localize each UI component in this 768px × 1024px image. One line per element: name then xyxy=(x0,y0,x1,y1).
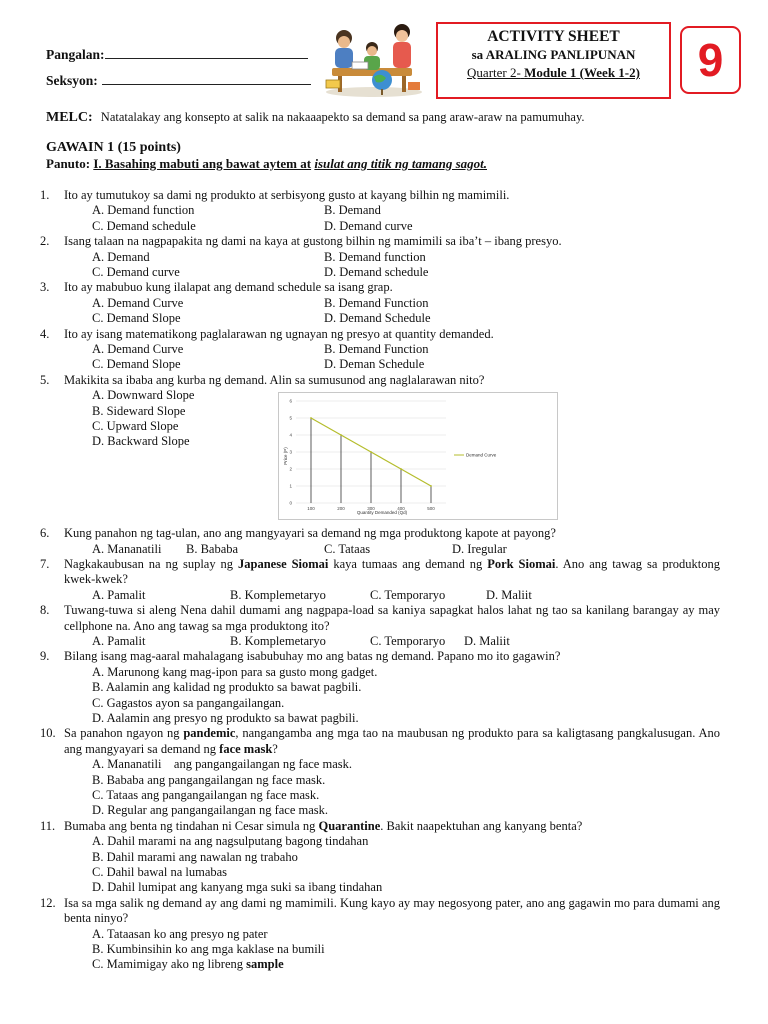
question-11 xyxy=(40,819,720,834)
x-tick-label: 200 xyxy=(337,506,345,512)
text-part: Sa panahon ngayon ng xyxy=(64,726,184,741)
option-b[interactable]: B. Sideward Slope xyxy=(92,403,186,418)
y-tick-label: 3 xyxy=(289,449,292,455)
bold-term: face mask xyxy=(219,741,273,756)
melc-text: Natatalakay ang konsepto at salik na nakaaapekto sa demand sa pang araw-araw na pamumuhay. xyxy=(100,110,585,124)
option-d[interactable]: D. Dahil lumipat ang kanyang mga suki sa ibang tindahan xyxy=(92,880,383,895)
name-label: Pangalan: xyxy=(46,47,105,62)
option-a[interactable]: A. Pamalit xyxy=(92,633,146,648)
question-text: Isang talaan na nagpapakita ng dami na kaya at gustong bilhin ng mamimili sa iba’t – ibang presyo. xyxy=(64,234,562,249)
options-row xyxy=(40,296,720,311)
x-tick-label: 100 xyxy=(307,506,315,512)
gawain-title: GAWAIN 1 (15 points) xyxy=(46,140,181,155)
option-d[interactable]: D. Maliit xyxy=(486,587,532,602)
option-a[interactable]: A. Mananatili ang pangangailangan ng face mask. xyxy=(92,757,352,772)
question-text: Ito ay tumutukoy sa dami ng produkto at serbisyong gusto at kayang bilhin ng mamimili. xyxy=(64,188,510,202)
question-number: 8. xyxy=(40,603,50,618)
name-field[interactable] xyxy=(46,46,308,63)
option-d[interactable]: D. Aalamin ang presyo ng produkto sa bawat pagbili. xyxy=(92,710,359,725)
option-c[interactable]: C. Demand schedule xyxy=(92,218,196,233)
options-row xyxy=(40,219,720,234)
activity-sheet-title: ACTIVITY SHEET xyxy=(487,28,620,45)
option-c[interactable]: C. Tataas ang pangangailangan ng face mask. xyxy=(92,788,320,803)
option-a[interactable]: A. Demand function xyxy=(92,203,195,218)
option-c[interactable]: C. Temporaryo xyxy=(370,587,446,602)
question-6 xyxy=(40,526,720,541)
options-row xyxy=(40,634,720,649)
question-text: Kung panahon ng tag-ulan, ano ang mangyayari sa demand ng mga produktong kapote at payong? xyxy=(64,526,556,541)
y-tick-label: 6 xyxy=(289,398,292,404)
question-number: 6. xyxy=(40,526,50,541)
data-point xyxy=(400,468,402,470)
option-d[interactable]: D. Backward Slope xyxy=(92,434,190,449)
question-number: 3. xyxy=(40,280,50,295)
option-c[interactable]: C. Gagastos ayon sa pangangailangan. xyxy=(92,695,285,710)
question-4 xyxy=(40,327,720,342)
chart-frame xyxy=(279,393,558,520)
question-text: Tuwang-tuwa si aleng Nena dahil dumami ang nagpapa-load sa kaniya sapagkat halos lahat ng tao sa kanilang barangay ay may cellphone na. Ano ang tawag sa mga produktong ito? xyxy=(64,603,720,633)
question-number: 4. xyxy=(40,326,50,341)
y-tick-label: 5 xyxy=(289,415,292,421)
option-a[interactable]: A. Demand Curve xyxy=(92,295,184,310)
y-tick-label: 2 xyxy=(289,466,292,472)
option-a[interactable]: A. Marunong kang mag-ipon para sa gusto mong gadget. xyxy=(92,664,378,679)
question-2 xyxy=(40,234,720,249)
option-c[interactable]: C. Upward Slope xyxy=(92,418,179,433)
text-part: Bumaba ang benta ng tindahan ni Cesar simula ng xyxy=(64,818,319,833)
text-part: kaya tumaas ang demand ng xyxy=(328,556,488,571)
option-b[interactable]: B. Dahil marami ang nawalan ng trabaho xyxy=(92,849,298,864)
question-5-body xyxy=(40,388,720,526)
question-text: Ito ay mabubuo kung ilalapat ang demand schedule sa isang grap. xyxy=(64,280,393,295)
option-a[interactable]: A. Pamalit xyxy=(92,587,146,602)
option-d[interactable]: D. Demand curve xyxy=(324,218,413,233)
quarter-module xyxy=(438,65,669,81)
quarter-label: Quarter 2- xyxy=(467,65,521,80)
module-label: Module 1 (Week 1-2) xyxy=(524,65,640,80)
question-10 xyxy=(40,726,720,757)
options-row xyxy=(40,203,720,218)
options-row xyxy=(40,250,720,265)
panuto-label: Panuto: xyxy=(46,156,91,171)
option-d[interactable]: D. Demand Schedule xyxy=(324,311,431,326)
bold-term: Quarantine xyxy=(318,818,381,833)
question-3 xyxy=(40,280,720,295)
option-c[interactable]: C. Demand Slope xyxy=(92,357,181,372)
question-number: 10. xyxy=(40,726,56,741)
question-number: 12. xyxy=(40,895,56,910)
x-axis-label: Quantity Demanded (Qd) xyxy=(356,510,408,516)
question-text xyxy=(64,557,720,588)
options-list xyxy=(40,927,720,973)
options-list xyxy=(40,834,720,896)
data-point xyxy=(430,485,432,487)
bold-term: Japanese Siomai xyxy=(238,556,329,571)
option-c[interactable]: C. Temporaryo xyxy=(370,633,446,648)
panuto-instruction: I. Basahing mabuti ang bawat aytem at xyxy=(93,156,312,171)
question-9 xyxy=(40,649,720,664)
demand-curve-chart xyxy=(278,392,558,520)
panuto-instruction-italic: isulat ang titik ng tamang sagot. xyxy=(314,156,487,171)
option-c[interactable] xyxy=(92,957,720,972)
bold-term: pandemic xyxy=(183,726,236,741)
panuto-line xyxy=(46,156,487,172)
subject-name: ARALING PANLIPUNAN xyxy=(485,47,636,62)
option-d[interactable]: D. Demand schedule xyxy=(324,264,429,279)
y-axis-label: Price (P) xyxy=(283,447,288,465)
students-illustration xyxy=(322,22,426,98)
question-text xyxy=(64,726,720,757)
question-1 xyxy=(40,188,720,203)
option-b[interactable]: B. Bababa xyxy=(186,541,239,556)
question-5 xyxy=(40,373,720,388)
section-field[interactable] xyxy=(46,72,311,89)
y-tick-label: 1 xyxy=(289,483,292,489)
options-row xyxy=(40,265,720,280)
option-b[interactable]: B. Demand function xyxy=(324,249,426,264)
option-c[interactable]: C. Demand curve xyxy=(92,264,180,279)
x-tick-label: 300 xyxy=(367,506,375,512)
option-b[interactable]: B. Bababa ang pangangailangan ng face mask. xyxy=(92,772,326,787)
option-d[interactable]: D. Deman Schedule xyxy=(324,357,425,372)
option-a[interactable]: A. Demand Curve xyxy=(92,341,184,356)
text-part: . Ano ang tawag sa produktong kwek-kwek? xyxy=(64,556,720,587)
question-text xyxy=(64,819,720,834)
text-part: Nagkakaubusan na ng suplay ng xyxy=(64,556,239,571)
bold-term: Pork Siomai xyxy=(487,556,556,571)
data-point xyxy=(340,434,342,436)
option-b[interactable]: B. Kumbinsihin ko ang mga kaklase na bumili xyxy=(92,942,325,957)
options-list xyxy=(40,757,720,819)
question-number: 7. xyxy=(40,556,50,571)
grade-number: 9 xyxy=(697,34,724,86)
options-row xyxy=(40,542,720,557)
option-d[interactable]: D. Regular ang pangangailangan ng face mask. xyxy=(92,803,329,818)
option-b[interactable]: B. Demand Function xyxy=(324,341,429,356)
option-c-text: C. Mamimigay ako ng libreng xyxy=(92,957,247,972)
question-number: 9. xyxy=(40,649,50,664)
option-a[interactable]: A. Downward Slope xyxy=(92,388,195,403)
question-number: 2. xyxy=(40,234,50,249)
bold-term: sample xyxy=(246,957,284,972)
melc-label: MELC: xyxy=(46,110,93,125)
question-text: Makikita sa ibaba ang kurba ng demand. Alin sa sumusunod ang naglalarawan nito? xyxy=(64,372,485,387)
question-list xyxy=(40,188,720,973)
activity-sheet-box xyxy=(436,22,671,99)
options-row xyxy=(40,311,720,326)
data-point xyxy=(310,417,312,419)
option-a[interactable]: A. Mananatili xyxy=(92,541,162,556)
option-b[interactable]: B. Demand Function xyxy=(324,295,429,310)
grade-badge xyxy=(680,26,741,94)
subject-line xyxy=(438,47,669,63)
question-text: Bilang isang mag-aaral mahalagang isabubuhay mo ang batas ng demand. Papano mo ito gagawin? xyxy=(64,649,561,664)
option-d[interactable]: D. Iregular xyxy=(452,541,507,556)
option-b[interactable]: B. Aalamin ang kalidad ng produkto sa bawat pagbili. xyxy=(92,680,362,695)
option-c[interactable]: C. Tataas xyxy=(324,541,371,556)
data-point xyxy=(370,451,372,453)
option-b[interactable]: B. Demand xyxy=(324,203,381,218)
y-tick-label: 0 xyxy=(289,500,292,506)
options-row xyxy=(40,342,720,357)
legend-label: Demand Curve xyxy=(466,452,497,458)
question-number: 1. xyxy=(40,188,50,202)
option-a[interactable]: A. Demand xyxy=(92,249,150,264)
text-part: , nangangamba ang mga tao na maubusan ng produkto para sa kaligtasang pangkalusugan. Ano ang mangyayari sa demand ng xyxy=(64,726,720,756)
melc-line xyxy=(46,110,726,126)
option-b[interactable]: B. Komplemetaryo xyxy=(230,587,326,602)
text-part: . Bakit naapektuhan ang kanyang benta? xyxy=(380,818,583,833)
question-8 xyxy=(40,603,720,634)
option-c[interactable]: C. Demand Slope xyxy=(92,311,181,326)
x-tick-label: 400 xyxy=(397,506,405,512)
name-line[interactable] xyxy=(105,46,308,59)
question-number: 5. xyxy=(40,372,50,387)
question-12 xyxy=(40,896,720,927)
options-row xyxy=(40,357,720,372)
option-a[interactable]: A. Tataasan ko ang presyo ng pater xyxy=(92,926,268,941)
question-number: 11. xyxy=(40,818,56,833)
y-tick-label: 4 xyxy=(289,432,292,438)
question-text: Ito ay isang matematikong paglalarawan ng ugnayan ng presyo at quantity demanded. xyxy=(64,326,494,341)
options-list xyxy=(40,665,720,727)
option-a[interactable]: A. Dahil marami na ang nagsulputang bagong tindahan xyxy=(92,834,369,849)
section-line[interactable] xyxy=(102,72,311,85)
section-label: Seksyon: xyxy=(46,73,98,88)
options-row xyxy=(40,588,720,603)
option-d[interactable]: D. Maliit xyxy=(464,633,510,648)
question-text: Isa sa mga salik ng demand ay ang dami ng mamimili. Kung kayo ay may negosyong pater, ano ang gagawin mo para dumami ang benta ninyo? xyxy=(64,895,720,926)
subject-prefix: sa xyxy=(471,47,484,62)
x-tick-label: 500 xyxy=(427,506,435,512)
option-c[interactable]: C. Dahil bawal na lumabas xyxy=(92,865,228,880)
option-b[interactable]: B. Komplemetaryo xyxy=(230,633,326,648)
question-7 xyxy=(40,557,720,588)
text-part: ? xyxy=(272,741,278,756)
